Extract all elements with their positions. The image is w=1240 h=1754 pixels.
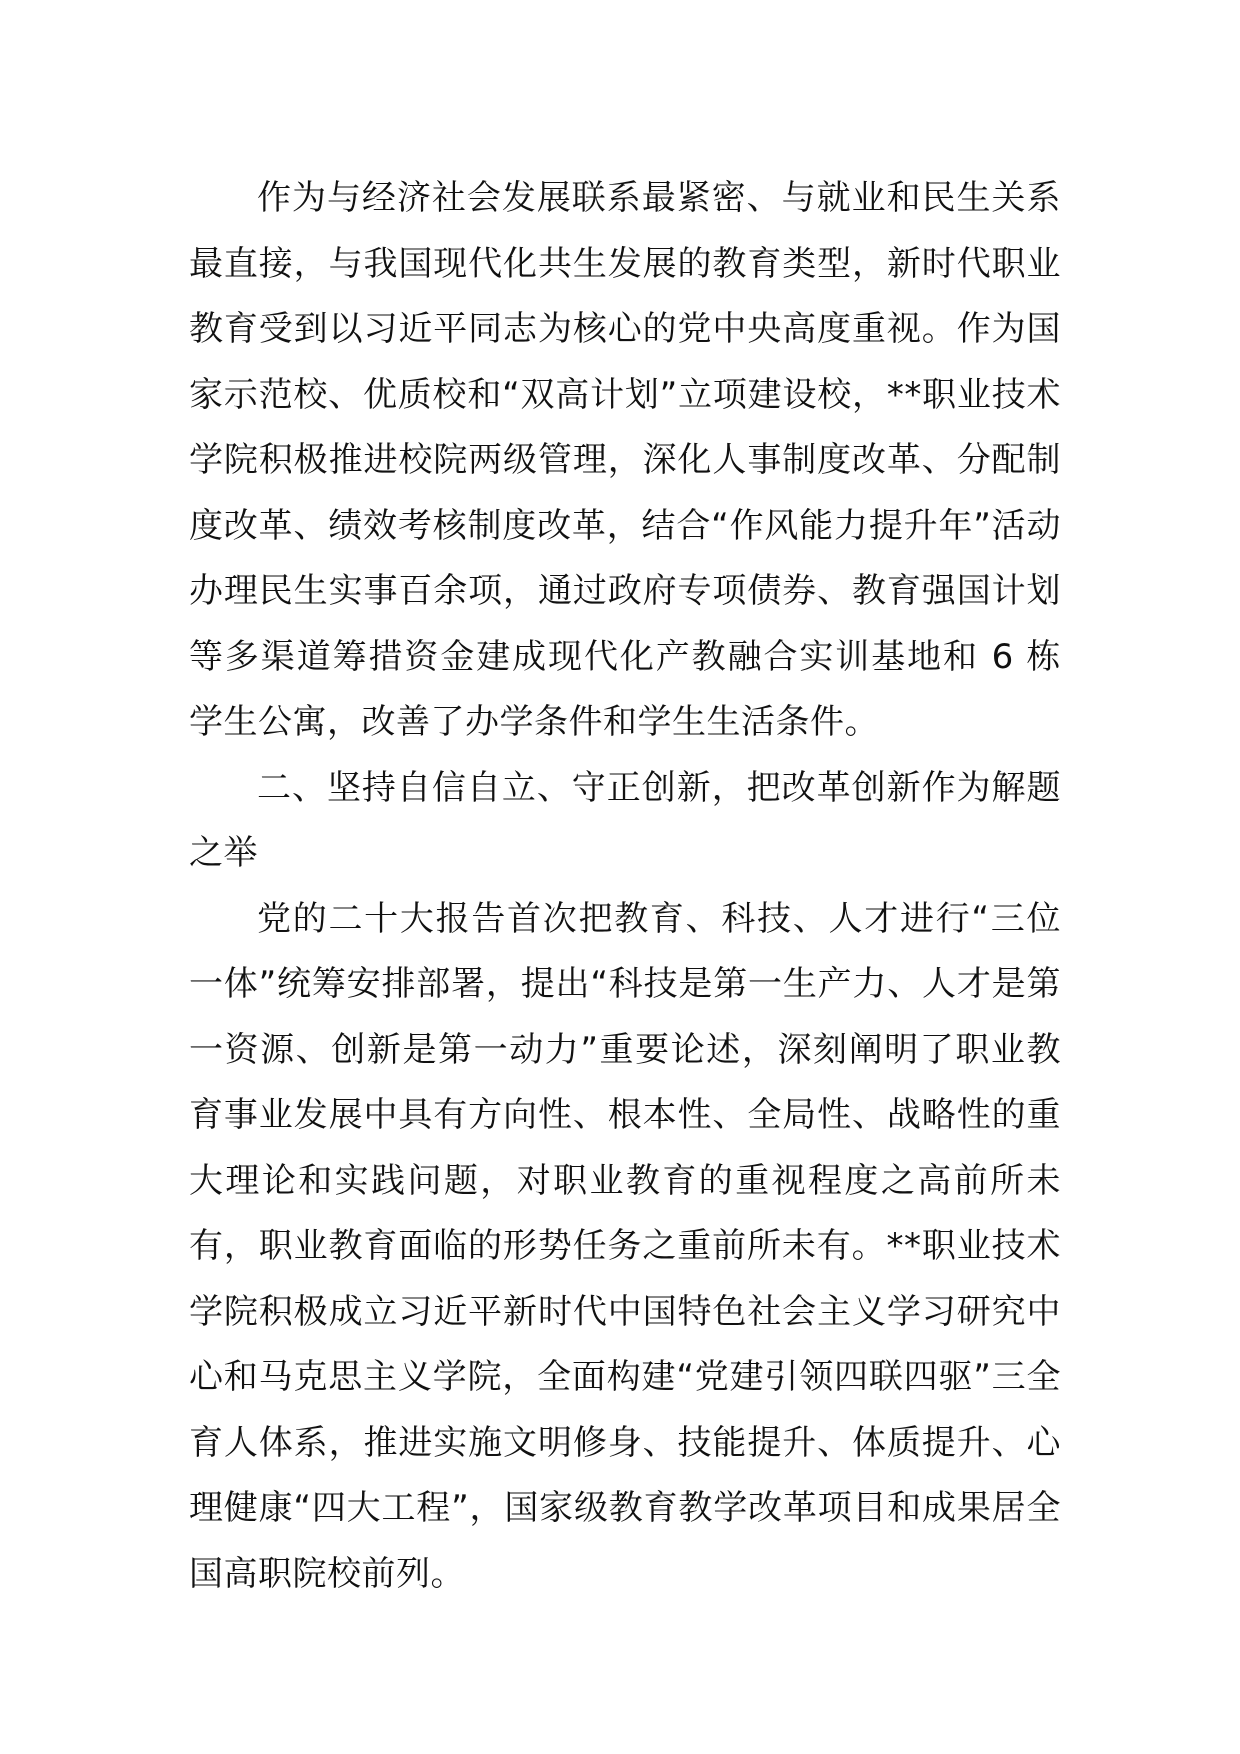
paragraph-vocational-education-importance: 作为与经济社会发展联系最紧密、与就业和民生关系最直接，与我国现代化共生发展的教育类型，新时代职业教育受到以习近平同志为核心的党中央高度重视。作为国家示范校、优质校和“双高计划”立项建设校，**职业技术学院积极推进校院两级管理，深化人事制度改革、分配制度改革、绩效考核制度改革，结合“作风能力提升年”活动办理民生实事百余项，通过政府专项债券、教育强国计划等多渠道筹措资金建成现代化产教融合实训基地和 6 栋学生公寓，改善了办学条件和学生生活条件。: [189, 178, 1061, 742]
document-body: [189, 166, 1061, 1607]
paragraph-twentieth-congress-report: 党的二十大报告首次把教育、科技、人才进行“三位一体”统筹安排部署，提出“科技是第一生产力、人才是第一资源、创新是第一动力”重要论述，深刻阐明了职业教育事业发展中具有方向性、根本性、全局性、战略性的重大理论和实践问题，对职业教育的重视程度之高前所未有，职业教育面临的形势任务之重前所未有。**职业技术学院积极成立习近平新时代中国特色社会主义学习研究中心和马克思主义学院，全面构建“党建引领四联四驱”三全育人体系，推进实施文明修身、技能提升、体质提升、心理健康“四大工程”，国家级教育教学改革项目和成果居全国高职院校前列。: [189, 898, 1061, 1594]
section-heading-reform-innovation: 二、坚持自信自立、守正创新，把改革创新作为解题之举: [189, 767, 1061, 873]
